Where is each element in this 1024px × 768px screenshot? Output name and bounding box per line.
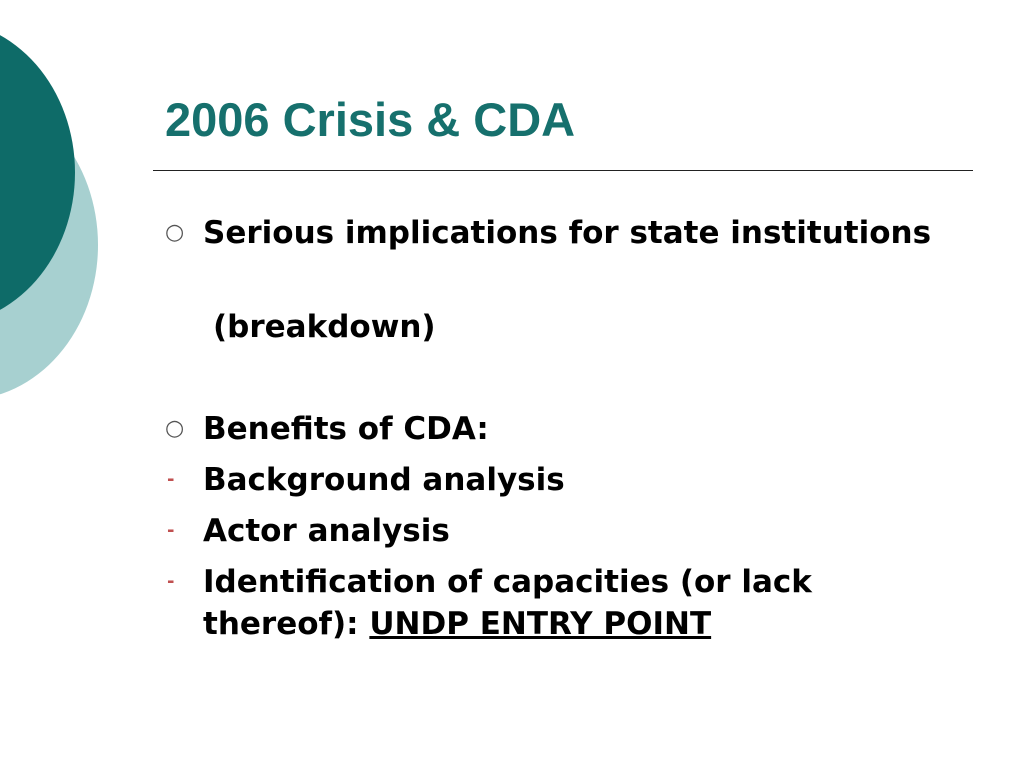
bullet-text: Serious implications for state institutions [203,215,932,251]
bullet-text: Actor analysis [203,513,450,549]
bullet-text: Benefits of CDA: [203,411,489,447]
dash-bullet-icon: - [167,469,175,490]
slide-title: 2006 Crisis & CDA [165,93,576,146]
title-divider [153,170,973,171]
bullet-text: (breakdown) [213,309,436,345]
dash-bullet-icon: - [167,520,175,541]
bullet-text [203,561,963,645]
bullet-text-plain: Identification of capacities (or lack thereof): [203,564,812,642]
circle-bullet-icon: ○ [165,220,185,245]
circle-bullet-icon: ○ [165,416,185,441]
bullet-text: Background analysis [203,462,565,498]
dash-bullet-icon: - [167,571,175,592]
undp-entry-point-emphasis: UNDP ENTRY POINT [369,606,712,642]
